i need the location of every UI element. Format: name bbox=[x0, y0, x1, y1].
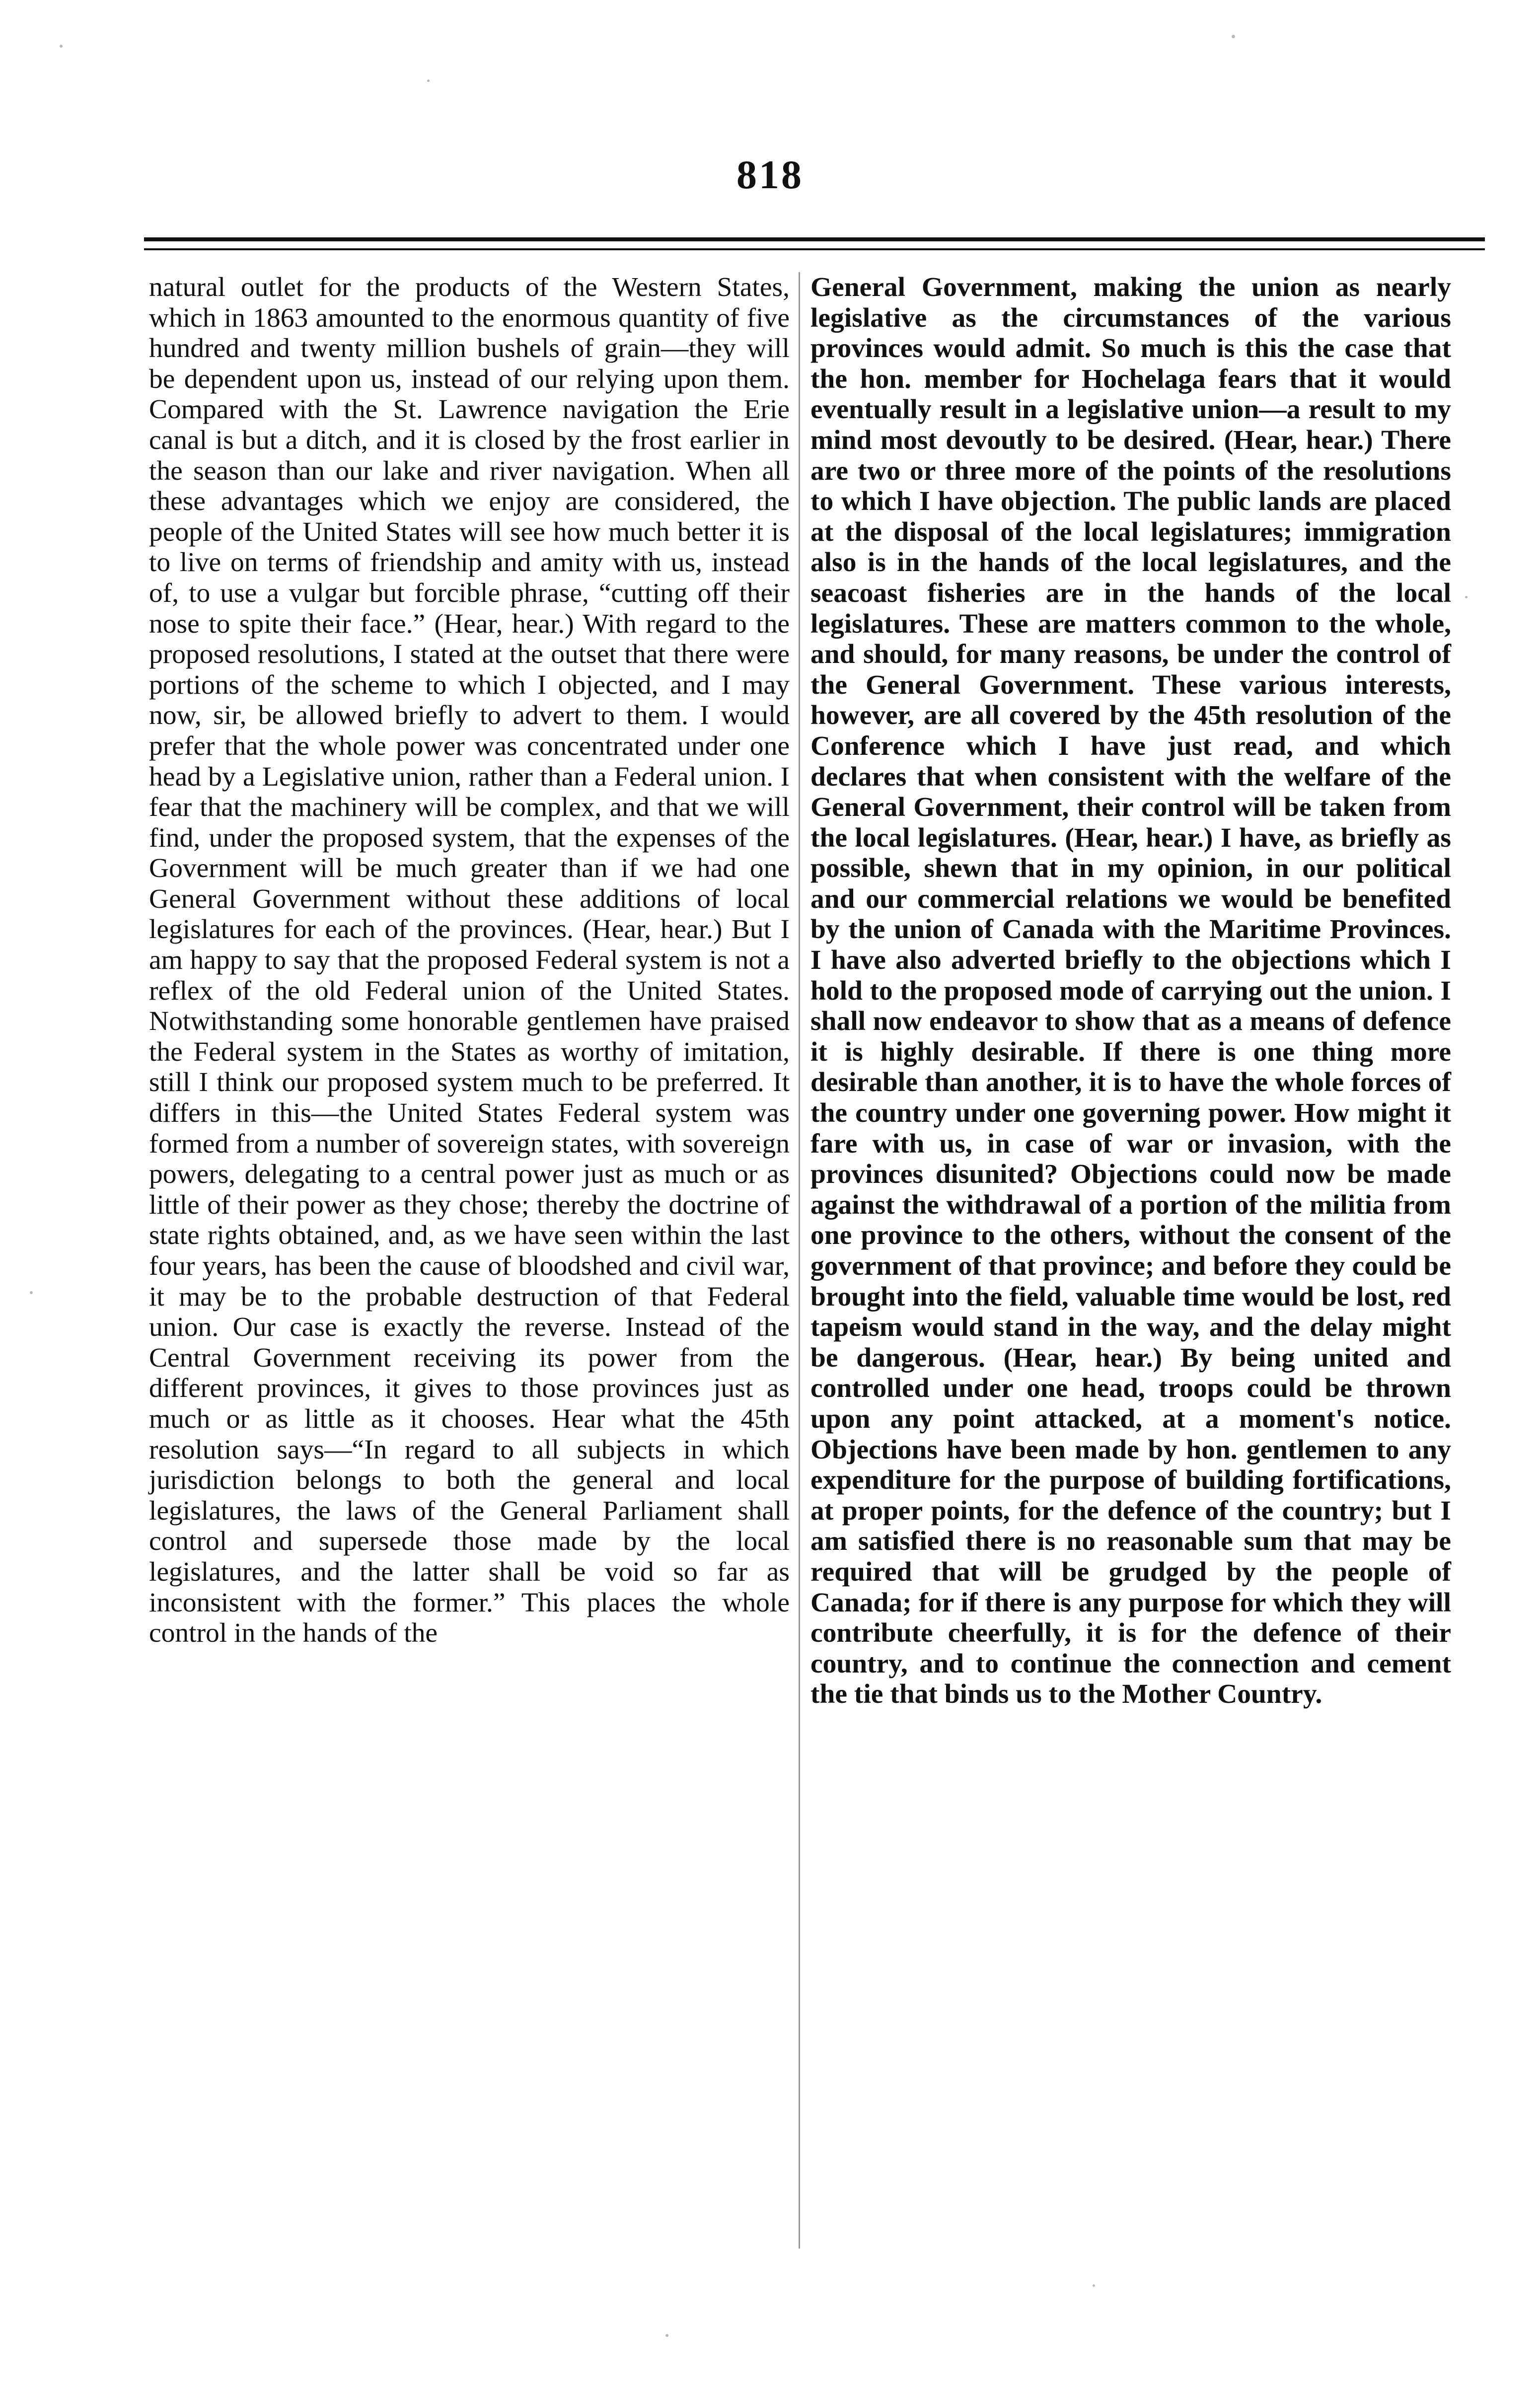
header-rule-thick bbox=[144, 237, 1485, 241]
scan-speck bbox=[1232, 35, 1235, 38]
scan-speck bbox=[30, 1291, 33, 1294]
right-column bbox=[810, 272, 1451, 1710]
scan-speck bbox=[427, 79, 430, 82]
header-rule-thin bbox=[144, 248, 1485, 250]
scan-speck bbox=[1465, 596, 1467, 598]
page-number: 818 bbox=[736, 152, 804, 197]
scan-speck bbox=[60, 45, 63, 48]
left-column bbox=[149, 272, 790, 1649]
scan-speck bbox=[665, 2334, 668, 2337]
scan-speck bbox=[1093, 2284, 1095, 2287]
left-column-text: natural outlet for the products of the Western States, which in 1863 amounted to the enormous quantity of five hundred and twenty million bushels of grain—they will be dependent upon us, instead of our relying upon them. Compared with the St. Lawrence navigation the Erie canal is but a ditch, and it is closed by the frost earlier in the season than our lake and river navigation. When all these advantages which we enjoy are considered, the people of the United States will see how much better it is to live on terms of friendship and amity with us, instead of, to use a vulgar but forcible phrase, “cutting off their nose to spite their face.” (Hear, hear.) With regard to the proposed resolutions, I stated at the outset that there were portions of the scheme to which I objected, and I may now, sir, be allowed briefly to advert to them. I would prefer that the whole power was concentrated under one head by a Legislative union, rather than a Federal union. I fear that the machinery will be complex, and that we will find, under the proposed system, that the expenses of the Government will be much greater than if we had one General Government without these additions of local legislatures for each of the provinces. (Hear, hear.) But I am happy to say that the proposed Federal system is not a reflex of the old Federal union of the United States. Notwithstanding some honorable gentlemen have praised the Federal system in the States as worthy of imitation, still I think our proposed system much to be preferred. It differs in this—the United States Federal system was formed from a number of sovereign states, with sovereign powers, delegating to a central power just as much or as little of their power as they chose; thereby the doctrine of state rights obtained, and, as we have seen within the last four years, has been the cause of bloodshed and civil war, it may be to the probable destruction of that Federal union. Our case is exactly the reverse. Instead of the Central Government receiving its power from the different provinces, it gives to those provinces just as much or as little as it chooses. Hear what the 45th resolution says—“In regard to all subjects in which jurisdiction belongs to both the general and local legislatures, the laws of the General Parliament shall control and supersede those made by the local legislatures, and the latter shall be void so far as inconsistent with the former.” This places the whole control in the hands of the bbox=[149, 272, 790, 1649]
right-column-text: General Government, making the union as nearly legislative as the circumstances of the various provinces would admit. So much is this the case that the hon. member for Hochelaga fears that it would eventually result in a legislative union—a result to my mind most devoutly to be desired. (Hear, hear.) There are two or three more of the points of the resolutions to which I have objection. The public lands are placed at the disposal of the local legislatures; immigration also is in the hands of the local legislatures, and the seacoast fisheries are in the hands of the local legislatures. These are matters common to the whole, and should, for many reasons, be under the control of the General Government. These various interests, however, are all covered by the 45th resolution of the Conference which I have just read, and which declares that when consistent with the welfare of the General Government, their control will be taken from the local legislatures. (Hear, hear.) I have, as briefly as possible, shewn that in my opinion, in our political and our commercial relations we would be benefited by the union of Canada with the Maritime Provinces. I have also adverted briefly to the objections which I hold to the proposed mode of carrying out the union. I shall now endeavor to show that as a means of defence it is highly desirable. If there is one thing more desirable than another, it is to have the whole forces of the country under one governing power. How might it fare with us, in case of war or invasion, with the provinces disunited? Objections could now be made against the withdrawal of a portion of the militia from one province to the others, without the consent of the government of that province; and before they could be brought into the field, valuable time would be lost, red tapeism would stand in the way, and the delay might be dangerous. (Hear, hear.) By being united and controlled under one head, troops could be thrown upon any point attacked, at a moment's notice. Objections have been made by hon. gentlemen to any expenditure for the purpose of building fortifications, at proper points, for the defence of the country; but I am satisfied there is no reasonable sum that may be required that will be grudged by the people of Canada; for if there is any purpose for which they will contribute cheerfully, it is for the defence of their country, and to continue the connection and cement the tie that binds us to the Mother Country. bbox=[810, 272, 1451, 1710]
column-divider bbox=[799, 272, 800, 2249]
